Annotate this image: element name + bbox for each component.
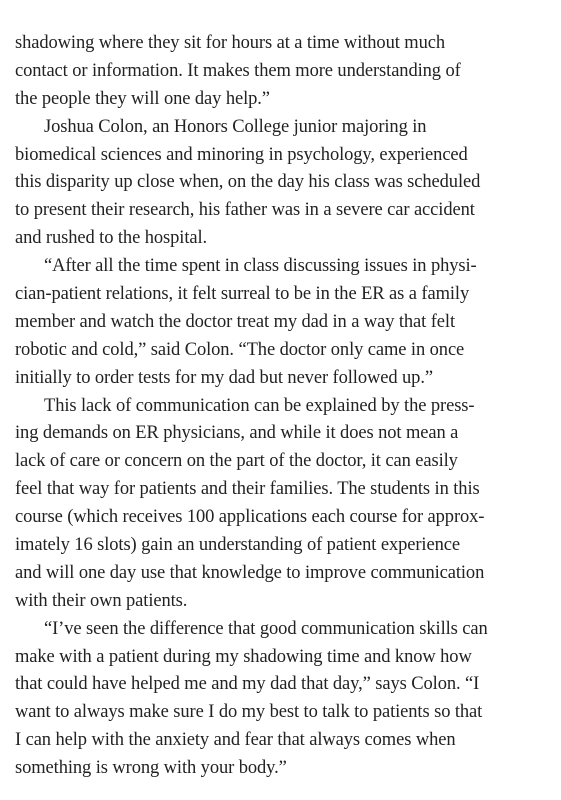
- paragraph-line: that could have helped me and my dad that day,” says Colon. “I: [15, 674, 480, 695]
- paragraph-first-line: This lack of communication can be explained by the press-: [44, 395, 475, 416]
- paragraph-line: make with a patient during my shadowing time and know how: [15, 646, 472, 667]
- article-body: [15, 30, 549, 783]
- paragraph-line: biomedical sciences and minoring in psychology, experienced: [15, 144, 468, 165]
- paragraph-line: cian-patient relations, it felt surreal to be in the ER as a family: [15, 284, 470, 305]
- paragraph-line: initially to order tests for my dad but never followed up.”: [15, 367, 433, 388]
- paragraph-line: want to always make sure I do my best to talk to patients so that: [15, 702, 483, 723]
- paragraph-line: course (which receives 100 applications each course for approx-: [15, 507, 485, 528]
- paragraph-line: this disparity up close when, on the day his class was scheduled: [15, 172, 481, 193]
- paragraph-line: lack of care or concern on the part of the doctor, it can easily: [15, 451, 458, 472]
- paragraph-line: feel that way for patients and their families. The students in this: [15, 479, 480, 500]
- paragraph-line: member and watch the doctor treat my dad in a way that felt: [15, 311, 455, 332]
- paragraph-first-line: “I’ve seen the difference that good communication skills can: [44, 618, 488, 639]
- paragraph-first-line: “After all the time spent in class discussing issues in physi-: [44, 256, 477, 277]
- paragraph-line: with their own patients.: [15, 590, 188, 611]
- paragraph-line: contact or information. It makes them more understanding of: [15, 60, 461, 81]
- paragraph-line: ing demands on ER physicians, and while it does not mean a: [15, 423, 459, 444]
- paragraph-line: imately 16 slots) gain an understanding of patient experience: [15, 535, 460, 556]
- paragraph-line: something is wrong with your body.”: [15, 758, 287, 779]
- paragraph-first-line: Joshua Colon, an Honors College junior majoring in: [44, 116, 427, 137]
- paragraph-line: and rushed to the hospital.: [15, 228, 208, 249]
- paragraph-line: to present their research, his father was in a severe car accident: [15, 200, 475, 221]
- paragraph-line: and will one day use that knowledge to improve communication: [15, 562, 485, 583]
- paragraph-line: shadowing where they sit for hours at a time without much: [15, 33, 445, 53]
- paragraph-line: robotic and cold,” said Colon. “The doctor only came in once: [15, 339, 465, 360]
- paragraph-line: the people they will one day help.”: [15, 88, 270, 109]
- paragraph-line: I can help with the anxiety and fear that always comes when: [15, 730, 456, 751]
